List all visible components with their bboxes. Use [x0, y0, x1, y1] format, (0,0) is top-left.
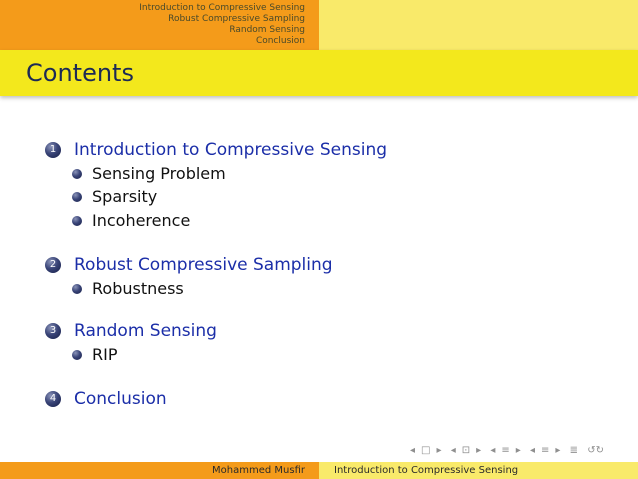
bullet-icon — [72, 169, 82, 179]
section-number-badge: 2 — [45, 257, 61, 273]
subsection-label: Incoherence — [92, 211, 191, 230]
bullet-icon — [72, 350, 82, 360]
bullet-icon — [72, 284, 82, 294]
subsection-icon[interactable]: ≡ — [501, 445, 510, 456]
search-back-forward-icon[interactable]: ↺↻ — [587, 445, 604, 456]
toc-section-random-sensing[interactable]: Random Sensing — [74, 321, 217, 341]
section-number-badge: 3 — [45, 323, 61, 339]
next-frame-icon[interactable]: ▸ — [436, 445, 442, 456]
toc-section-introduction[interactable]: Introduction to Compressive Sensing — [74, 140, 388, 160]
prev-slide-icon[interactable]: ◂ — [450, 445, 456, 456]
nav-item-introduction[interactable]: Introduction to Compressive Sensing — [139, 3, 305, 13]
subsection-label: Sensing Problem — [92, 164, 226, 183]
frame-title-bar — [0, 50, 638, 96]
header-right-panel — [319, 0, 638, 50]
section-number-badge: 1 — [45, 142, 61, 158]
section-number-badge: 4 — [45, 391, 61, 407]
subsection-label: Robustness — [92, 279, 184, 298]
bullet-icon — [72, 192, 82, 202]
frame-icon[interactable]: □ — [421, 445, 431, 456]
slide-icon[interactable]: ⊡ — [461, 445, 471, 456]
footer-right-panel — [319, 462, 638, 479]
footer-title: Introduction to Compressive Sensing — [334, 465, 519, 476]
nav-item-robust-sampling[interactable]: Robust Compressive Sampling — [168, 14, 305, 24]
footer-author: Mohammed Musfir — [212, 465, 305, 476]
prev-section-icon[interactable]: ◂ — [529, 445, 536, 456]
next-subsection-icon[interactable]: ▸ — [515, 445, 521, 456]
prev-subsection-icon[interactable]: ◂ — [490, 445, 496, 456]
next-section-icon[interactable]: ▸ — [555, 445, 561, 456]
toc-section-robust-sampling[interactable]: Robust Compressive Sampling — [74, 255, 333, 275]
prev-frame-icon[interactable]: ◂ — [410, 445, 416, 456]
frame-title: Contents — [26, 59, 134, 87]
toc-section-conclusion[interactable]: Conclusion — [74, 389, 167, 409]
subsection-label: Sparsity — [92, 187, 158, 206]
beamer-navigation-symbols — [410, 444, 635, 458]
subsection-label: RIP — [92, 345, 118, 364]
section-navigation — [0, 3, 319, 47]
nav-item-random-sensing[interactable]: Random Sensing — [229, 25, 305, 35]
bullet-icon — [72, 216, 82, 226]
next-slide-icon[interactable]: ▸ — [476, 445, 482, 456]
header-left-panel — [0, 0, 319, 50]
section-icon[interactable]: ≡ — [541, 445, 550, 456]
document-icon[interactable]: ≣ — [569, 445, 579, 456]
footer-left-panel — [0, 462, 319, 479]
nav-item-conclusion[interactable]: Conclusion — [255, 36, 305, 46]
